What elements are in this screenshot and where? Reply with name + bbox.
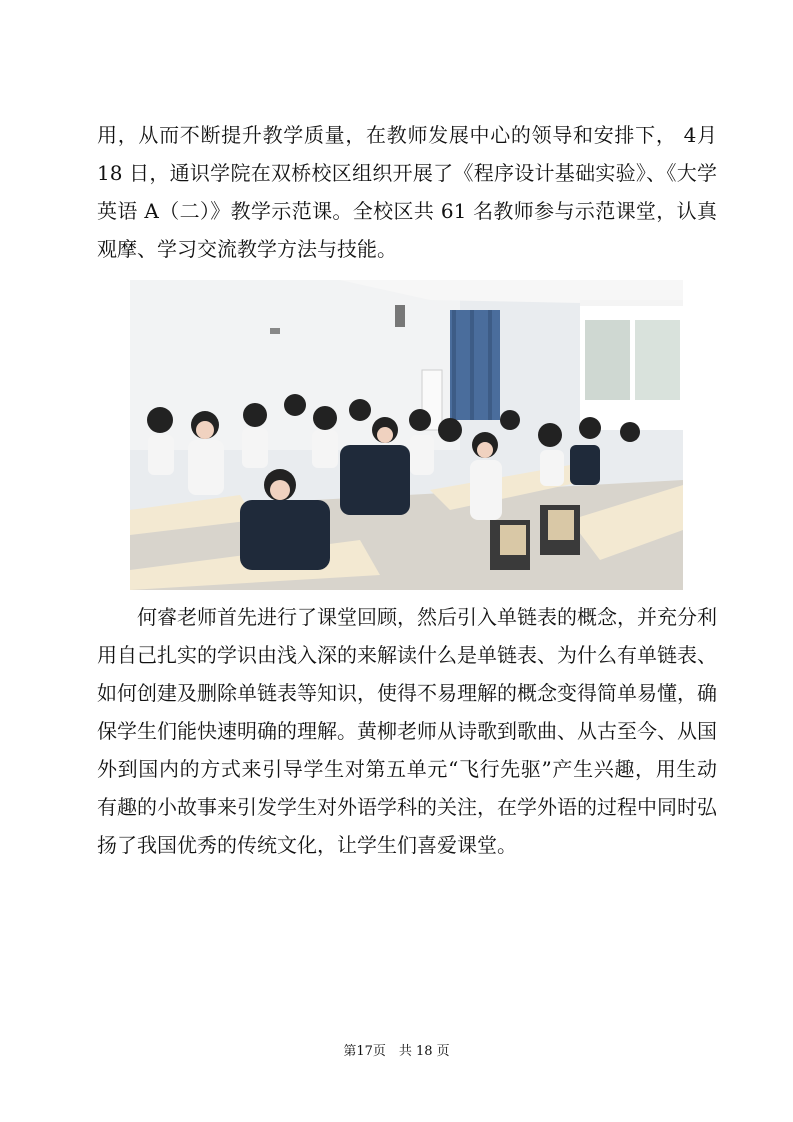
page-footer: 第17页 共 18 页 xyxy=(343,1044,450,1059)
body-paragraph-1: 用，从而不断提升教学质量，在教师发展中心的领导和安排下， 4月 18 日，通识学院在双桥校区组织开展了《程序设计基础实验》、《大学英语 A（二）》教学示范课。全校区共 61 名教师参与示范课堂，认真观摩、学习交流教学方法与技能。 xyxy=(97,123,717,261)
body-paragraph-2: 何睿老师首先进行了课堂回顾，然后引入单链表的概念，并充分利用自己扎实的学识由浅入深的来解读什么是单链表、为什么有单链表、如何创建及删除单链表等知识，使得不易理解的概念变得简单易懂，确保学生们能快速明确的理解。黄柳老师从诗歌到歌曲、从古至今、从国外到国内的方式来引导学生对第五单元“飞行先驱”产生兴趣，用生动有趣的小故事来引发学生对外语学科的关注，在学外语的过程中同时弘扬了我国优秀的传统文化，让学生们喜爱课堂。 xyxy=(97,605,717,857)
classroom-photo-illustration xyxy=(130,280,683,590)
classroom-photo xyxy=(130,280,683,590)
